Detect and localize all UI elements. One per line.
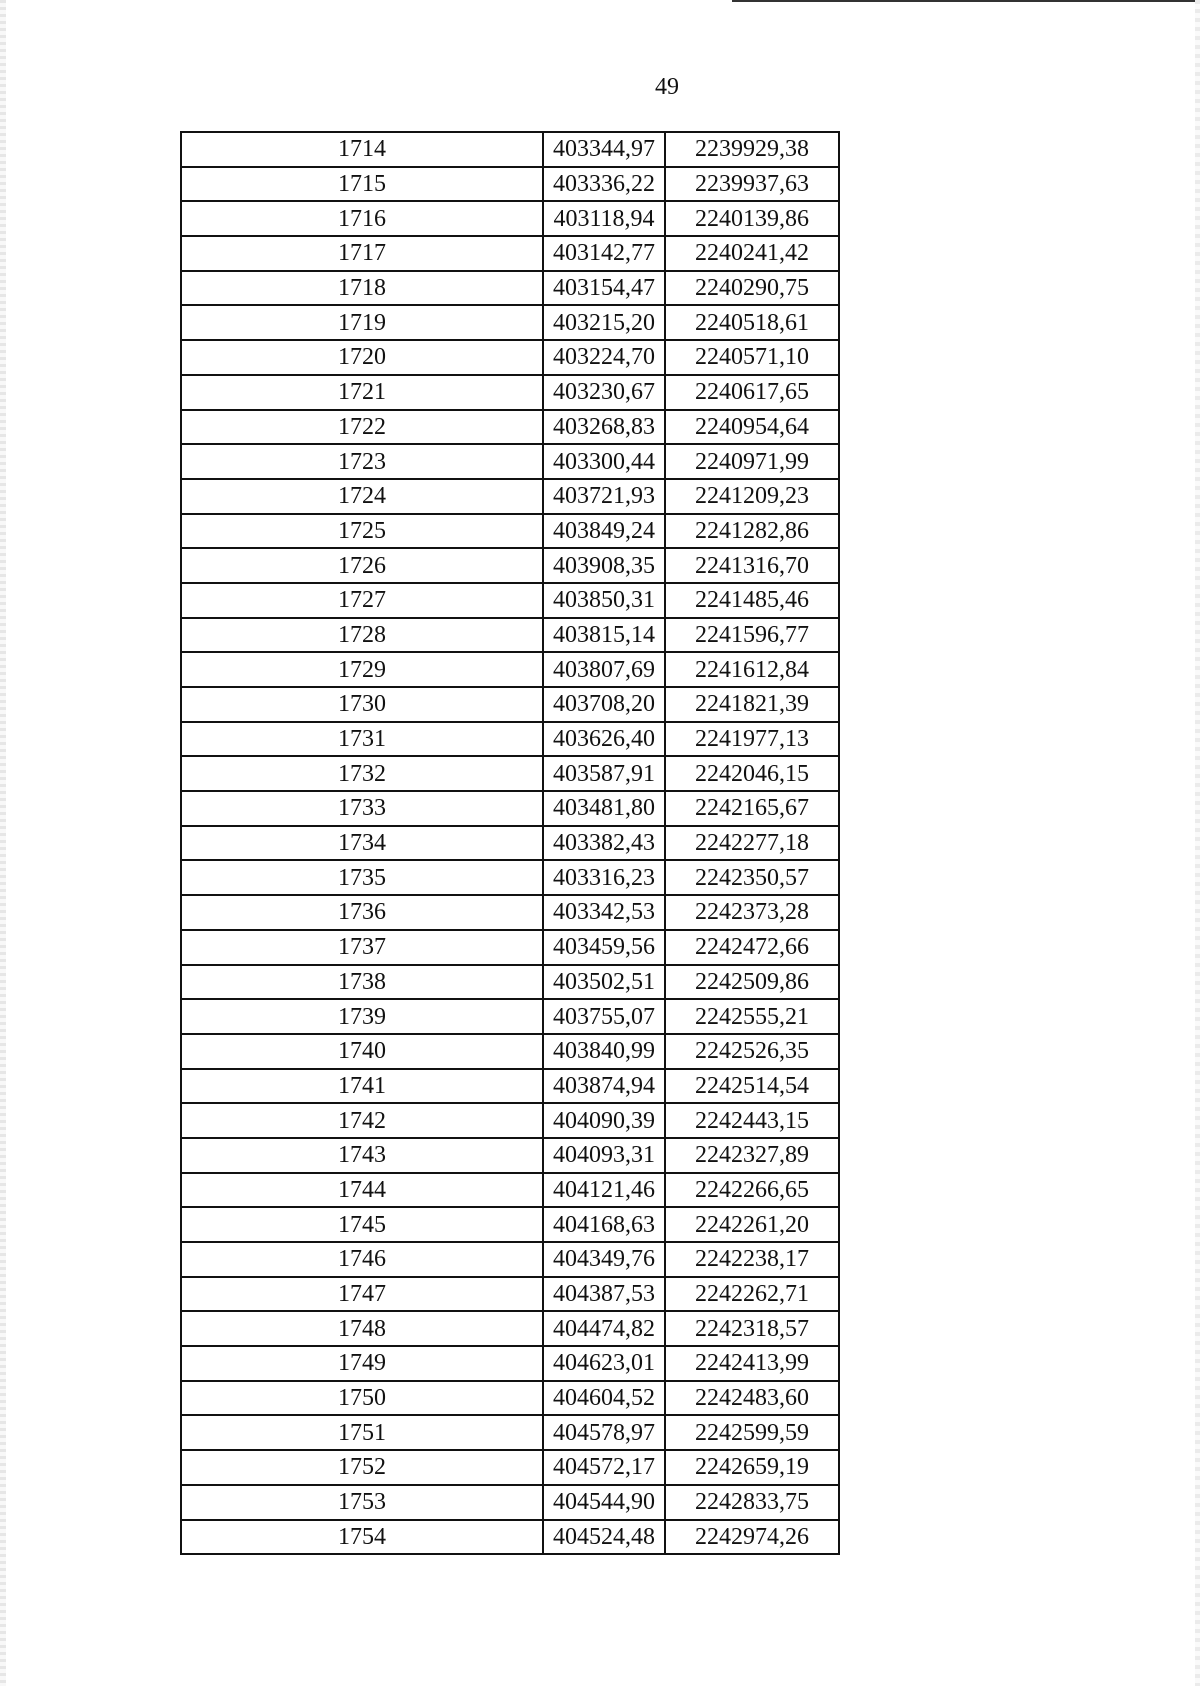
y-coordinate-cell: 2242509,86 bbox=[665, 965, 839, 1000]
table-row bbox=[181, 756, 839, 791]
x-coordinate-cell: 404572,17 bbox=[543, 1450, 665, 1485]
point-number-cell: 1723 bbox=[181, 444, 543, 479]
point-number-cell: 1753 bbox=[181, 1485, 543, 1520]
x-coordinate-cell: 404387,53 bbox=[543, 1277, 665, 1312]
table-row bbox=[181, 1381, 839, 1416]
y-coordinate-cell: 2240139,86 bbox=[665, 201, 839, 236]
y-coordinate-cell: 2240290,75 bbox=[665, 271, 839, 306]
table-row bbox=[181, 167, 839, 202]
table-row bbox=[181, 514, 839, 549]
table-row bbox=[181, 548, 839, 583]
point-number-cell: 1741 bbox=[181, 1069, 543, 1104]
x-coordinate-cell: 403142,77 bbox=[543, 236, 665, 271]
x-coordinate-cell: 403118,94 bbox=[543, 201, 665, 236]
y-coordinate-cell: 2242483,60 bbox=[665, 1381, 839, 1416]
point-number-cell: 1720 bbox=[181, 340, 543, 375]
point-number-cell: 1731 bbox=[181, 722, 543, 757]
point-number-cell: 1721 bbox=[181, 375, 543, 410]
page-number: 49 bbox=[655, 74, 679, 100]
table-row bbox=[181, 1173, 839, 1208]
point-number-cell: 1727 bbox=[181, 583, 543, 618]
point-number-cell: 1754 bbox=[181, 1520, 543, 1555]
x-coordinate-cell: 403342,53 bbox=[543, 895, 665, 930]
point-number-cell: 1728 bbox=[181, 618, 543, 653]
x-coordinate-cell: 403316,23 bbox=[543, 860, 665, 895]
table-row bbox=[181, 860, 839, 895]
point-number-cell: 1725 bbox=[181, 514, 543, 549]
x-coordinate-cell: 403481,80 bbox=[543, 791, 665, 826]
x-coordinate-cell: 403815,14 bbox=[543, 618, 665, 653]
y-coordinate-cell: 2241316,70 bbox=[665, 548, 839, 583]
table-row bbox=[181, 687, 839, 722]
point-number-cell: 1737 bbox=[181, 930, 543, 965]
point-number-cell: 1732 bbox=[181, 756, 543, 791]
y-coordinate-cell: 2241821,39 bbox=[665, 687, 839, 722]
point-number-cell: 1730 bbox=[181, 687, 543, 722]
x-coordinate-cell: 403344,97 bbox=[543, 132, 665, 167]
table-row bbox=[181, 1242, 839, 1277]
x-coordinate-cell: 403908,35 bbox=[543, 548, 665, 583]
table-row bbox=[181, 652, 839, 687]
y-coordinate-cell: 2239929,38 bbox=[665, 132, 839, 167]
point-number-cell: 1738 bbox=[181, 965, 543, 1000]
point-number-cell: 1718 bbox=[181, 271, 543, 306]
table-row bbox=[181, 201, 839, 236]
y-coordinate-cell: 2242165,67 bbox=[665, 791, 839, 826]
y-coordinate-cell: 2242659,19 bbox=[665, 1450, 839, 1485]
y-coordinate-cell: 2241282,86 bbox=[665, 514, 839, 549]
x-coordinate-cell: 403336,22 bbox=[543, 167, 665, 202]
y-coordinate-cell: 2242238,17 bbox=[665, 1242, 839, 1277]
y-coordinate-cell: 2240617,65 bbox=[665, 375, 839, 410]
table-row bbox=[181, 826, 839, 861]
y-coordinate-cell: 2240241,42 bbox=[665, 236, 839, 271]
x-coordinate-cell: 403626,40 bbox=[543, 722, 665, 757]
table-row bbox=[181, 444, 839, 479]
x-coordinate-cell: 403268,83 bbox=[543, 410, 665, 445]
y-coordinate-cell: 2242526,35 bbox=[665, 1034, 839, 1069]
point-number-cell: 1744 bbox=[181, 1173, 543, 1208]
table-row bbox=[181, 132, 839, 167]
y-coordinate-cell: 2240571,10 bbox=[665, 340, 839, 375]
table-row bbox=[181, 1069, 839, 1104]
y-coordinate-cell: 2241485,46 bbox=[665, 583, 839, 618]
point-number-cell: 1716 bbox=[181, 201, 543, 236]
x-coordinate-cell: 404093,31 bbox=[543, 1138, 665, 1173]
x-coordinate-cell: 403874,94 bbox=[543, 1069, 665, 1104]
point-number-cell: 1739 bbox=[181, 999, 543, 1034]
x-coordinate-cell: 403230,67 bbox=[543, 375, 665, 410]
x-coordinate-cell: 403721,93 bbox=[543, 479, 665, 514]
y-coordinate-cell: 2240518,61 bbox=[665, 305, 839, 340]
table-row bbox=[181, 1034, 839, 1069]
point-number-cell: 1729 bbox=[181, 652, 543, 687]
y-coordinate-cell: 2242046,15 bbox=[665, 756, 839, 791]
x-coordinate-cell: 403459,56 bbox=[543, 930, 665, 965]
table-row bbox=[181, 618, 839, 653]
table-row bbox=[181, 583, 839, 618]
y-coordinate-cell: 2241209,23 bbox=[665, 479, 839, 514]
x-coordinate-cell: 403849,24 bbox=[543, 514, 665, 549]
table-row bbox=[181, 999, 839, 1034]
y-coordinate-cell: 2242413,99 bbox=[665, 1346, 839, 1381]
table-row bbox=[181, 479, 839, 514]
x-coordinate-cell: 403840,99 bbox=[543, 1034, 665, 1069]
y-coordinate-cell: 2242514,54 bbox=[665, 1069, 839, 1104]
point-number-cell: 1717 bbox=[181, 236, 543, 271]
y-coordinate-cell: 2242599,59 bbox=[665, 1415, 839, 1450]
point-number-cell: 1740 bbox=[181, 1034, 543, 1069]
x-coordinate-cell: 404604,52 bbox=[543, 1381, 665, 1416]
scan-left-edge bbox=[0, 0, 6, 1686]
y-coordinate-cell: 2242261,20 bbox=[665, 1207, 839, 1242]
table-row bbox=[181, 1207, 839, 1242]
point-number-cell: 1749 bbox=[181, 1346, 543, 1381]
table-row bbox=[181, 271, 839, 306]
table-row bbox=[181, 965, 839, 1000]
y-coordinate-cell: 2242262,71 bbox=[665, 1277, 839, 1312]
table-row bbox=[181, 1103, 839, 1138]
x-coordinate-cell: 404168,63 bbox=[543, 1207, 665, 1242]
table-row bbox=[181, 1346, 839, 1381]
point-number-cell: 1751 bbox=[181, 1415, 543, 1450]
x-coordinate-cell: 403807,69 bbox=[543, 652, 665, 687]
x-coordinate-cell: 403708,20 bbox=[543, 687, 665, 722]
point-number-cell: 1733 bbox=[181, 791, 543, 826]
y-coordinate-cell: 2242974,26 bbox=[665, 1520, 839, 1555]
point-number-cell: 1743 bbox=[181, 1138, 543, 1173]
y-coordinate-cell: 2239937,63 bbox=[665, 167, 839, 202]
table-row bbox=[181, 340, 839, 375]
top-border-rule bbox=[732, 0, 1200, 2]
y-coordinate-cell: 2241977,13 bbox=[665, 722, 839, 757]
x-coordinate-cell: 404121,46 bbox=[543, 1173, 665, 1208]
x-coordinate-cell: 404524,48 bbox=[543, 1520, 665, 1555]
table-row bbox=[181, 410, 839, 445]
x-coordinate-cell: 404578,97 bbox=[543, 1415, 665, 1450]
point-number-cell: 1750 bbox=[181, 1381, 543, 1416]
x-coordinate-cell: 404623,01 bbox=[543, 1346, 665, 1381]
point-number-cell: 1714 bbox=[181, 132, 543, 167]
x-coordinate-cell: 403502,51 bbox=[543, 965, 665, 1000]
point-number-cell: 1726 bbox=[181, 548, 543, 583]
point-number-cell: 1742 bbox=[181, 1103, 543, 1138]
table-row bbox=[181, 1277, 839, 1312]
table-row bbox=[181, 236, 839, 271]
x-coordinate-cell: 403215,20 bbox=[543, 305, 665, 340]
point-number-cell: 1745 bbox=[181, 1207, 543, 1242]
y-coordinate-cell: 2242373,28 bbox=[665, 895, 839, 930]
table-row bbox=[181, 791, 839, 826]
point-number-cell: 1736 bbox=[181, 895, 543, 930]
table-row bbox=[181, 1415, 839, 1450]
x-coordinate-cell: 403154,47 bbox=[543, 271, 665, 306]
table-row bbox=[181, 1450, 839, 1485]
point-number-cell: 1746 bbox=[181, 1242, 543, 1277]
table-row bbox=[181, 930, 839, 965]
y-coordinate-cell: 2242833,75 bbox=[665, 1485, 839, 1520]
table-row bbox=[181, 1485, 839, 1520]
point-number-cell: 1747 bbox=[181, 1277, 543, 1312]
x-coordinate-cell: 404090,39 bbox=[543, 1103, 665, 1138]
table-row bbox=[181, 375, 839, 410]
x-coordinate-cell: 403850,31 bbox=[543, 583, 665, 618]
point-number-cell: 1748 bbox=[181, 1311, 543, 1346]
x-coordinate-cell: 404349,76 bbox=[543, 1242, 665, 1277]
scan-right-edge bbox=[1195, 0, 1200, 1686]
table-row bbox=[181, 1138, 839, 1173]
y-coordinate-cell: 2242266,65 bbox=[665, 1173, 839, 1208]
x-coordinate-cell: 404544,90 bbox=[543, 1485, 665, 1520]
table-row bbox=[181, 305, 839, 340]
y-coordinate-cell: 2242318,57 bbox=[665, 1311, 839, 1346]
point-number-cell: 1722 bbox=[181, 410, 543, 445]
coordinates-table-body bbox=[181, 132, 839, 1554]
y-coordinate-cell: 2242350,57 bbox=[665, 860, 839, 895]
coordinates-table bbox=[180, 131, 840, 1555]
table-row bbox=[181, 1520, 839, 1555]
x-coordinate-cell: 403382,43 bbox=[543, 826, 665, 861]
x-coordinate-cell: 404474,82 bbox=[543, 1311, 665, 1346]
y-coordinate-cell: 2242443,15 bbox=[665, 1103, 839, 1138]
x-coordinate-cell: 403224,70 bbox=[543, 340, 665, 375]
point-number-cell: 1752 bbox=[181, 1450, 543, 1485]
point-number-cell: 1735 bbox=[181, 860, 543, 895]
point-number-cell: 1719 bbox=[181, 305, 543, 340]
point-number-cell: 1715 bbox=[181, 167, 543, 202]
y-coordinate-cell: 2240971,99 bbox=[665, 444, 839, 479]
y-coordinate-cell: 2242472,66 bbox=[665, 930, 839, 965]
y-coordinate-cell: 2241596,77 bbox=[665, 618, 839, 653]
x-coordinate-cell: 403587,91 bbox=[543, 756, 665, 791]
point-number-cell: 1724 bbox=[181, 479, 543, 514]
table-row bbox=[181, 722, 839, 757]
table-row bbox=[181, 895, 839, 930]
point-number-cell: 1734 bbox=[181, 826, 543, 861]
y-coordinate-cell: 2242555,21 bbox=[665, 999, 839, 1034]
y-coordinate-cell: 2241612,84 bbox=[665, 652, 839, 687]
x-coordinate-cell: 403300,44 bbox=[543, 444, 665, 479]
x-coordinate-cell: 403755,07 bbox=[543, 999, 665, 1034]
y-coordinate-cell: 2240954,64 bbox=[665, 410, 839, 445]
y-coordinate-cell: 2242277,18 bbox=[665, 826, 839, 861]
table-row bbox=[181, 1311, 839, 1346]
y-coordinate-cell: 2242327,89 bbox=[665, 1138, 839, 1173]
